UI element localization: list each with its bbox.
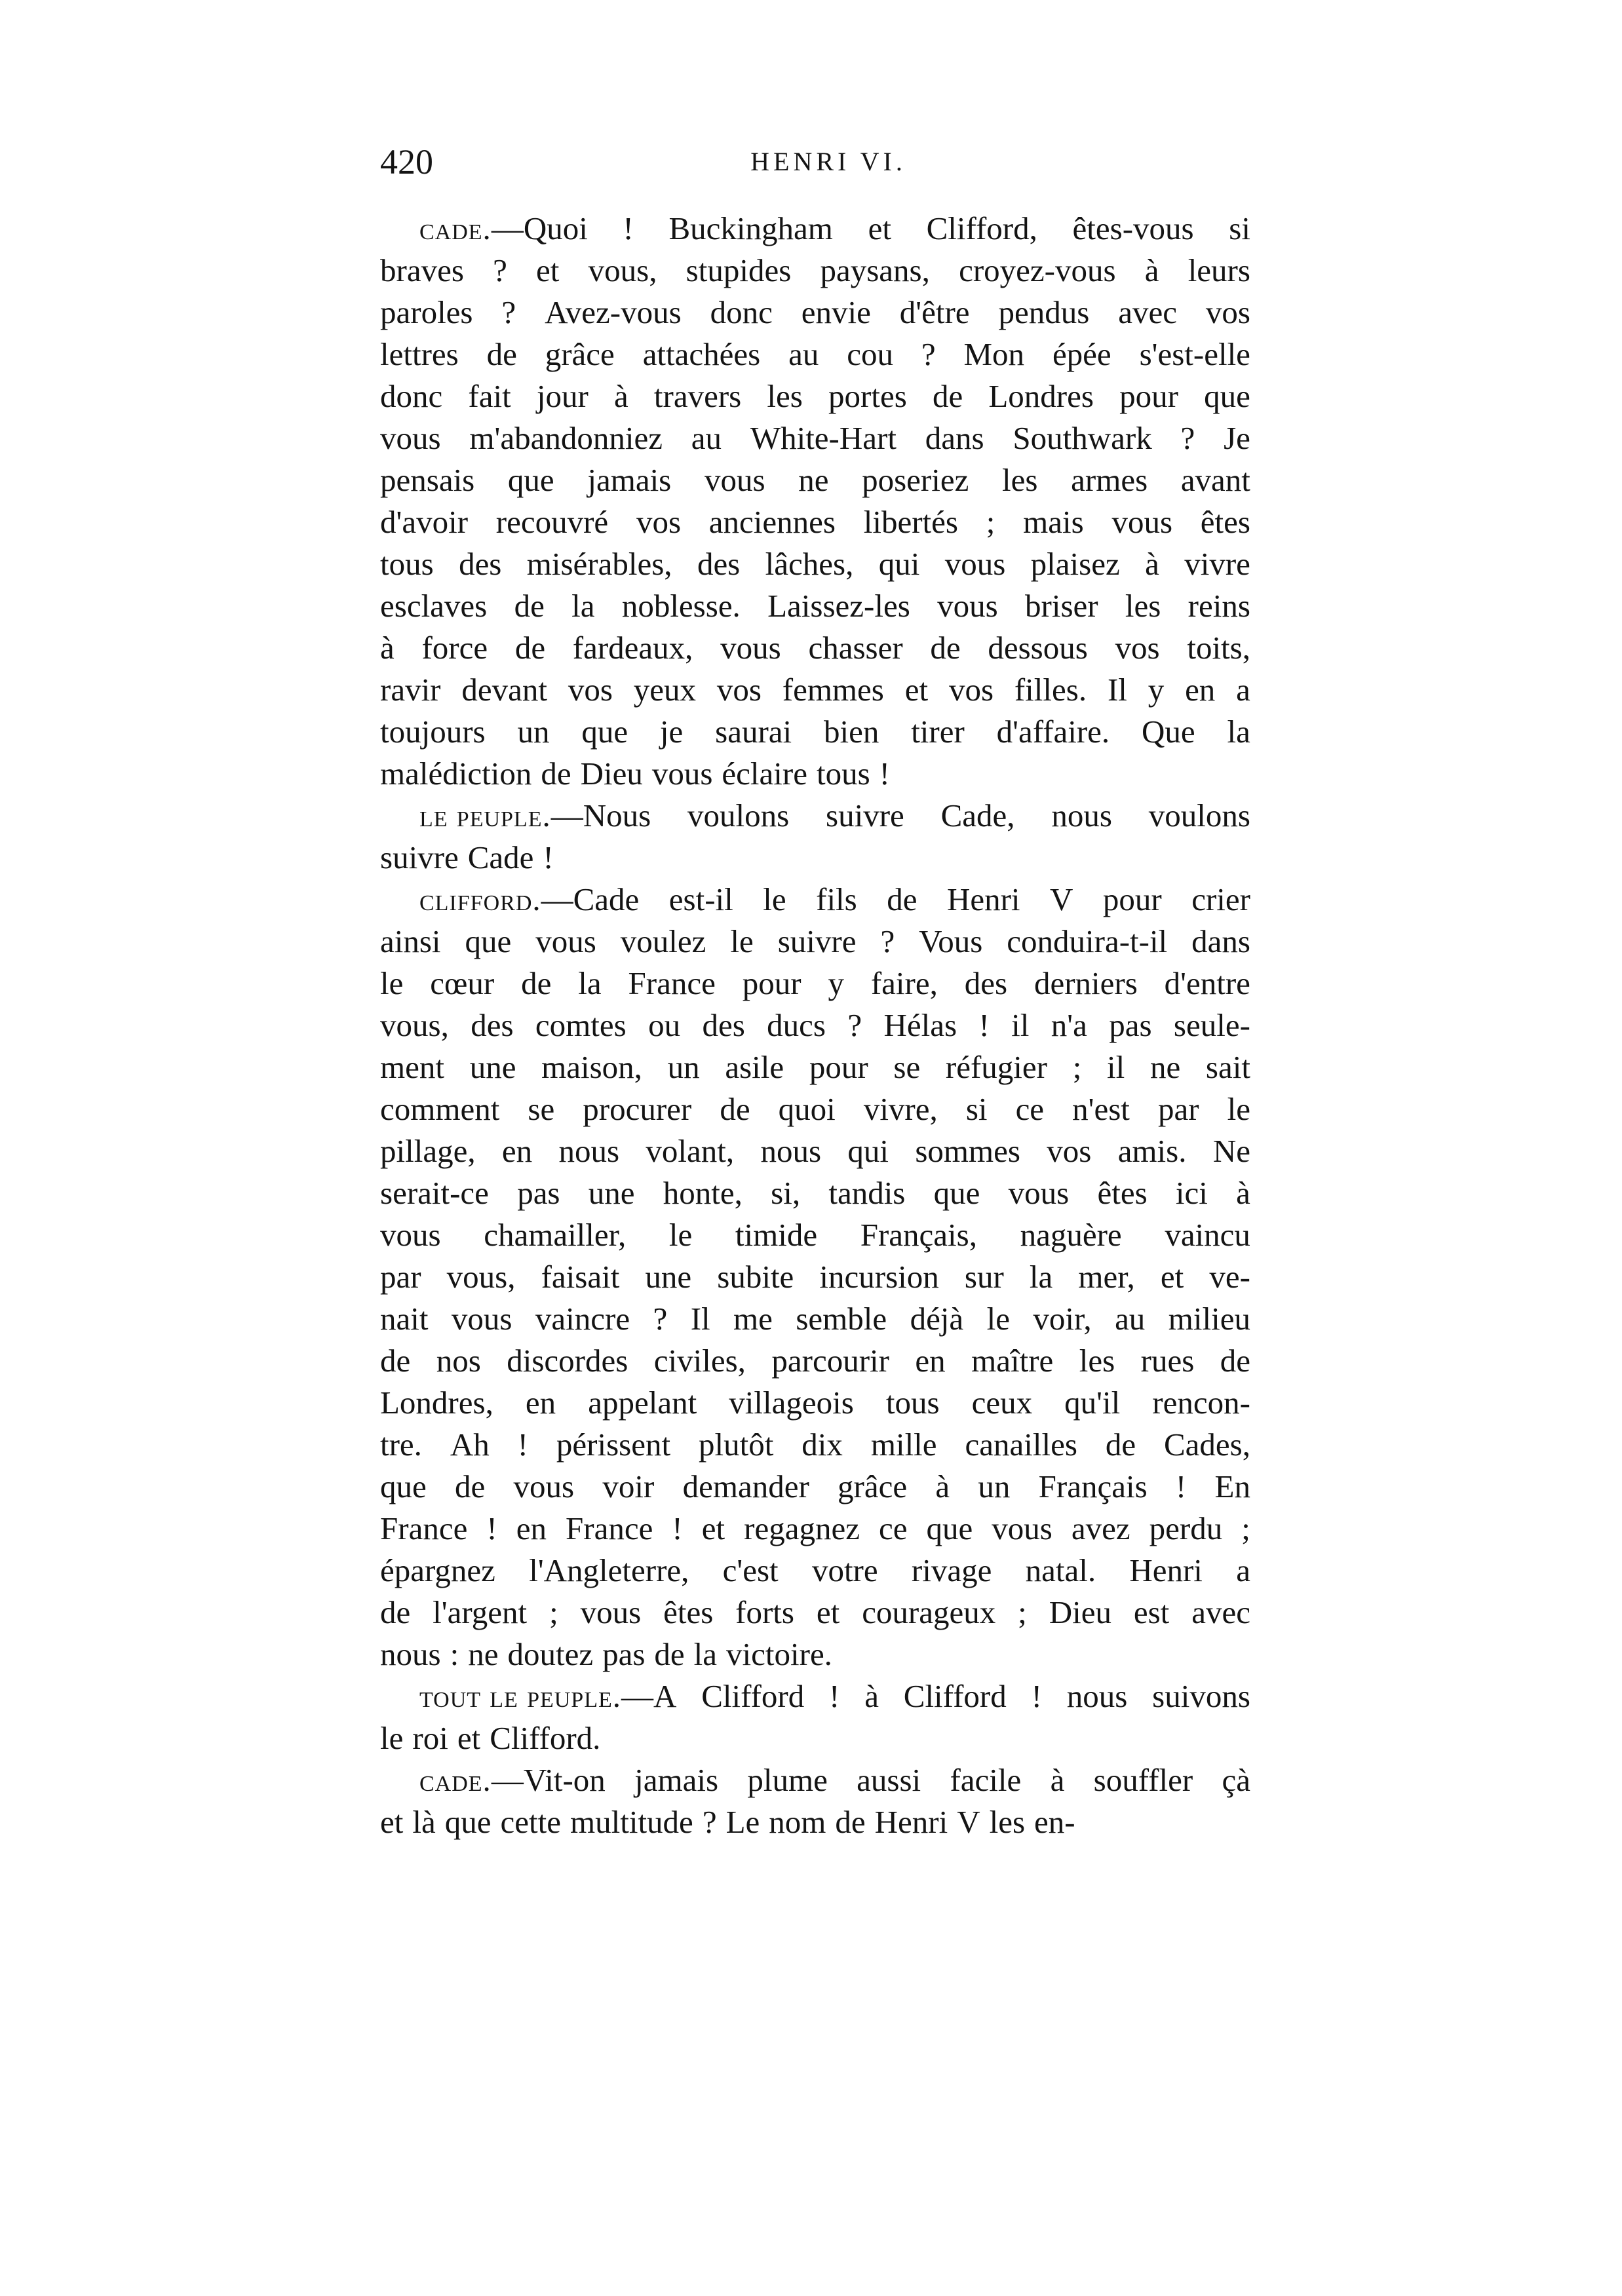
page-number: 420 xyxy=(380,142,433,182)
text-line: pensais que jamais vous ne poseriez les armes avant xyxy=(380,462,1250,498)
speaker-name: cade. xyxy=(419,1762,492,1798)
text-line: vous, des comtes ou des ducs ? Hélas ! il n'a pas seule- xyxy=(380,1007,1250,1043)
text-line: ment une maison, un asile pour se réfugier ; il ne sait xyxy=(380,1049,1250,1085)
text-line: tous des misérables, des lâches, qui vous plaisez à vivre xyxy=(380,546,1250,582)
text-line: lettres de grâce attachées au cou ? Mon épée s'est-elle xyxy=(380,336,1250,372)
paragraph xyxy=(380,208,1250,795)
text-line: le peuple.—Nous voulons suivre Cade, nous voulons xyxy=(419,797,1250,833)
speaker-name: tout le peuple. xyxy=(419,1678,621,1714)
text-line: nait vous vaincre ? Il me semble déjà le voir, au milieu xyxy=(380,1301,1250,1337)
speaker-name: le peuple. xyxy=(419,797,551,833)
text-line: comment se procurer de quoi vivre, si ce n'est par le xyxy=(380,1091,1250,1127)
text-line: suivre Cade ! xyxy=(380,839,554,875)
paragraph xyxy=(380,795,1250,879)
text-line: malédiction de Dieu vous éclaire tous ! xyxy=(380,756,890,792)
paragraph xyxy=(380,879,1250,1675)
text-line: le cœur de la France pour y faire, des derniers d'entre xyxy=(380,965,1250,1001)
text-line: à force de fardeaux, vous chasser de dessous vos toits, xyxy=(380,630,1250,666)
text-line: tout le peuple.—A Clifford ! à Clifford ! nous suivons xyxy=(419,1678,1250,1714)
paragraph xyxy=(380,1675,1250,1759)
text-line: ravir devant vos yeux vos femmes et vos filles. Il y en a xyxy=(380,672,1250,708)
text-line: Londres, en appelant villageois tous ceux qu'il rencon- xyxy=(380,1385,1250,1421)
text-line: que de vous voir demander grâce à un Français ! En xyxy=(380,1468,1250,1504)
text-line: épargnez l'Angleterre, c'est votre rivage natal. Henri a xyxy=(380,1552,1250,1588)
text-line: serait-ce pas une honte, si, tandis que vous êtes ici à xyxy=(380,1175,1250,1211)
text-line: France ! en France ! et regagnez ce que vous avez perdu ; xyxy=(380,1510,1250,1546)
text-line: de nos discordes civiles, parcourir en maître les rues de xyxy=(380,1343,1250,1379)
text-line: braves ? et vous, stupides paysans, croyez-vous à leurs xyxy=(380,252,1250,288)
text-line: clifford.—Cade est-il le fils de Henri V pour crier xyxy=(419,881,1250,917)
body-text xyxy=(380,208,1250,1843)
speaker-name: cade. xyxy=(419,210,492,246)
text-line: d'avoir recouvré vos anciennes libertés ; mais vous êtes xyxy=(380,504,1250,540)
paragraph xyxy=(380,1759,1250,1843)
text-line: et là que cette multitude ? Le nom de Henri V les en- xyxy=(380,1804,1075,1840)
speaker-name: clifford. xyxy=(419,881,541,917)
text-line: le roi et Clifford. xyxy=(380,1720,601,1756)
text-line: nous : ne doutez pas de la victoire. xyxy=(380,1636,832,1672)
page-header xyxy=(380,139,1250,185)
text-line: tre. Ah ! périssent plutôt dix mille canailles de Cades, xyxy=(380,1426,1250,1463)
running-title: HENRI VI. xyxy=(750,147,906,176)
text-line: esclaves de la noblesse. Laissez-les vous briser les reins xyxy=(380,588,1250,624)
text-line: vous m'abandonniez au White-Hart dans Southwark ? Je xyxy=(380,420,1250,456)
text-line: de l'argent ; vous êtes forts et courageux ; Dieu est avec xyxy=(380,1594,1250,1630)
text-line: ainsi que vous voulez le suivre ? Vous conduira-t-il dans xyxy=(380,923,1250,959)
text-line: toujours un que je saurai bien tirer d'affaire. Que la xyxy=(380,714,1250,750)
text-line: cade.—Quoi ! Buckingham et Clifford, êtes-vous si xyxy=(419,210,1250,246)
text-line: par vous, faisait une subite incursion sur la mer, et ve- xyxy=(380,1259,1250,1295)
text-line: vous chamailler, le timide Français, naguère vaincu xyxy=(380,1217,1250,1253)
text-line: paroles ? Avez-vous donc envie d'être pendus avec vos xyxy=(380,294,1250,330)
text-line: cade.—Vit-on jamais plume aussi facile à souffler çà xyxy=(419,1762,1250,1798)
text-line: pillage, en nous volant, nous qui sommes vos amis. Ne xyxy=(380,1133,1250,1169)
text-line: donc fait jour à travers les portes de Londres pour que xyxy=(380,378,1250,414)
